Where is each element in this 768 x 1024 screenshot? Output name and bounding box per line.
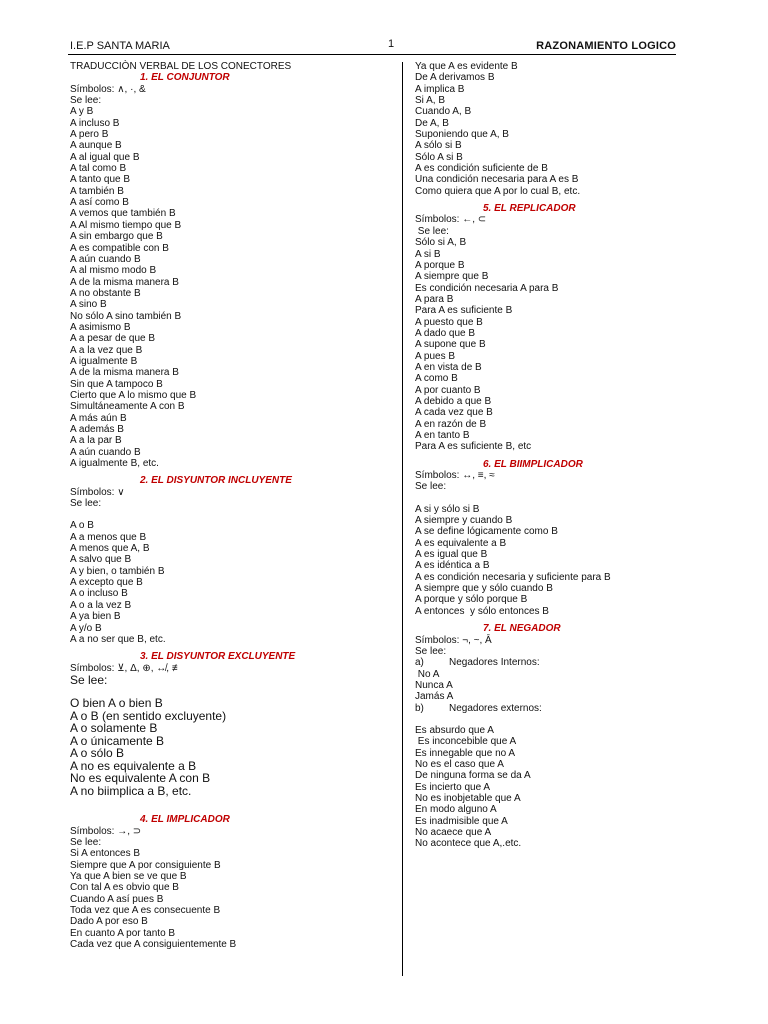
list-item: No acaece que A [415, 827, 492, 838]
list-item: A es condición suficiente de B [415, 163, 548, 175]
list-item: A como B [415, 373, 458, 385]
list-item: Para A es suficiente B [415, 305, 513, 317]
list-item: A siempre que y sólo cuando B [415, 583, 553, 595]
list-item: A porque y sólo porque B [415, 594, 528, 606]
list-item: A sólo si B [415, 140, 462, 152]
list-item: A supone que B [415, 339, 486, 351]
list-item: Siempre que A por consiguiente B [70, 859, 221, 871]
list-item: A de la misma manera B [70, 367, 179, 379]
list-item: A es condición necesaria y suficiente para B [415, 571, 611, 583]
list-item: A y bien, o también B [70, 565, 165, 577]
list-item: A o incluso B [70, 588, 128, 600]
list-item: A porque B [415, 259, 465, 271]
list-item: A cada vez que B [415, 407, 493, 419]
list-item: A o solamente B [70, 721, 158, 736]
list-item: A a la par B [70, 435, 122, 447]
list-item: Es incierto que A [415, 781, 491, 793]
subsection-marker: a) [415, 657, 424, 669]
list-item: Jamás A [415, 691, 454, 703]
list-item: A pues B [415, 350, 456, 362]
connector-list [70, 848, 395, 950]
list-item: A debido a que B [415, 395, 492, 407]
list-item: Sin que A tampoco B [70, 378, 163, 390]
list-item: A aunque B [70, 140, 122, 152]
subsection-marker: b) [415, 702, 424, 714]
list-item: No es inobjetable que A [415, 792, 521, 804]
right-column [415, 61, 715, 850]
list-item: A siempre y cuando B [415, 515, 513, 527]
list-item: A sino B [70, 299, 107, 311]
symbols-line: Símbolos: ¬, ~, Ā [415, 634, 492, 646]
list-item: A por cuanto B [415, 384, 481, 396]
list-item: A también B [70, 185, 124, 197]
list-item: Si A entonces B [70, 848, 141, 860]
section-heading: 3. EL DISYUNTOR EXCLUYENTE [140, 651, 296, 663]
list-item: Cada vez que A consiguientemente B [70, 939, 237, 951]
list-item: A en tanto B [415, 430, 470, 441]
list-item: A o a la vez B [70, 599, 132, 611]
list-item: A es compatible con B [70, 242, 169, 254]
list-item: A además B [70, 424, 124, 435]
subsection-label: Negadores externos: [449, 702, 542, 714]
section-heading: 6. EL BIIMPLICADOR [483, 458, 583, 470]
reads-label: Se lee: [70, 672, 108, 687]
list-item: Como quiera que A por lo cual B, etc. [415, 185, 581, 197]
list-item: A asimismo B [70, 321, 131, 333]
list-item: A de la misma manera B [70, 276, 179, 288]
list-item: A menos que A, B [70, 543, 150, 555]
page-number: 1 [388, 38, 395, 50]
connector-list [415, 61, 715, 197]
list-item: A igualmente B [70, 355, 138, 367]
list-item: Si A, B [415, 95, 446, 107]
list-item: De ninguna forma se da A [415, 770, 531, 782]
column-divider [402, 62, 403, 976]
list-item: De A, B [415, 117, 449, 129]
list-item: A igualmente B, etc. [70, 458, 159, 470]
reads-label: Se lee: [70, 498, 102, 510]
list-item: A puesto que B [415, 316, 483, 328]
symbols-line: Símbolos: ↔, ≡, ≈ [415, 470, 495, 482]
list-item: Una condición necesaria para A es B [415, 174, 579, 186]
list-item: Con tal A es obvio que B [70, 882, 179, 894]
list-item: A en vista de B [415, 361, 482, 373]
section-heading: 5. EL REPLICADOR [483, 203, 576, 215]
list-item: No es el caso que A [415, 758, 504, 770]
list-item: Ya que A es evidente B [415, 61, 518, 72]
reads-label: Se lee: [415, 481, 447, 493]
list-item: No sólo A sino también B [70, 310, 182, 322]
list-item: Simultáneamente A con B [70, 401, 185, 413]
symbols-line: Símbolos: ⊻, Δ, ⊕, ↮, ≢ [70, 662, 182, 674]
connector-list [70, 106, 395, 469]
list-item: A a no ser que B, etc. [70, 633, 166, 645]
list-item: Es absurdo que A [415, 724, 494, 736]
subsection-external [415, 703, 715, 714]
symbols-line: Símbolos: ∨ [70, 486, 125, 498]
school-name: I.E.P SANTA MARIA [70, 40, 170, 52]
list-item: A al mismo modo B [70, 265, 157, 277]
list-item: A o B (en sentido excluyente) [70, 708, 227, 723]
list-item: A es idéntica a B [415, 560, 490, 572]
list-item: A Al mismo tiempo que B [70, 219, 182, 231]
list-item: A o únicamente B [70, 733, 165, 748]
list-item: A a menos que B [70, 531, 147, 543]
list-item: Suponiendo que A, B [415, 129, 509, 141]
list-item: A entonces y sólo entonces B [415, 605, 549, 617]
connector-list [415, 669, 715, 703]
list-item: A se define lógicamente como B [415, 526, 558, 538]
list-item: A vemos que también B [70, 208, 176, 220]
list-item: A no biimplica a B, etc. [70, 783, 192, 798]
list-item: A ya bien B [70, 611, 121, 623]
list-item: A pero B [70, 129, 109, 141]
connector-list [415, 725, 715, 850]
list-item: A aún cuando B [70, 253, 141, 265]
reads-label: Se lee: [415, 225, 449, 237]
list-item: En modo alguno A [415, 804, 497, 816]
list-item: A tal como B [70, 163, 127, 175]
list-item: Cierto que A lo mismo que B [70, 389, 197, 401]
section-heading: 2. EL DISYUNTOR INCLUYENTE [140, 475, 292, 487]
symbols-line: Símbolos: ←, ⊂ [415, 214, 487, 226]
section-heading: 1. EL CONJUNTOR [140, 72, 230, 84]
list-item: A aún cuando B [70, 446, 141, 458]
list-item: Cuando A así pues B [70, 893, 164, 905]
list-item: A no obstante B [70, 287, 141, 299]
subject-title: RAZONAMIENTO LOGICO [536, 40, 676, 52]
page-header [68, 36, 676, 55]
symbols-line: Símbolos: →, ⊃ [70, 825, 142, 837]
list-item: A incluso B [70, 117, 120, 129]
list-item: A o B [70, 520, 94, 532]
connector-list [415, 504, 715, 617]
list-item: A salvo que B [70, 554, 132, 566]
list-item: A implica B [415, 83, 465, 95]
list-item: A tanto que B [70, 174, 131, 186]
symbols-line: Símbolos: ∧, ·, & [70, 83, 146, 95]
connector-list [70, 697, 395, 797]
list-item: A y B [70, 106, 94, 118]
list-item: Para A es suficiente B, etc [415, 441, 532, 453]
list-item: Toda vez que A es consecuente B [70, 905, 221, 917]
list-item: A o sólo B [70, 746, 125, 761]
list-item: O bien A o bien B [70, 696, 163, 711]
list-item: De A derivamos B [415, 72, 495, 84]
reads-label: Se lee: [415, 645, 447, 657]
list-item: A a pesar de que B [70, 333, 156, 345]
list-item: Dado A por eso B [70, 916, 148, 928]
list-item: A en razón de B [415, 418, 487, 430]
list-item: No A [415, 668, 440, 680]
list-item: A a la vez que B [70, 344, 143, 356]
list-item: A así como B [70, 197, 129, 209]
list-item: En cuanto A por tanto B [70, 927, 176, 939]
list-item: Nunca A [415, 679, 453, 691]
reads-label: Se lee: [70, 837, 102, 849]
section-heading: 7. EL NEGADOR [483, 623, 561, 635]
section-heading: 4. EL IMPLICADOR [140, 814, 230, 826]
list-item: A y/o B [70, 622, 102, 634]
list-item: Cuando A, B [415, 106, 472, 118]
list-item: A si y sólo si B [415, 503, 480, 515]
list-item: Es condición necesaria A para B [415, 282, 559, 294]
list-item: A al igual que B [70, 151, 140, 163]
list-item: Es innegable que no A [415, 747, 516, 759]
list-item: A más aún B [70, 412, 127, 424]
subsection-internal [415, 657, 715, 668]
list-item: A es igual que B [415, 549, 488, 561]
list-item: A dado que B [415, 327, 476, 339]
list-item: Sólo A si B [415, 151, 463, 163]
left-column [70, 61, 395, 951]
list-item: No es equivalente A con B [70, 771, 211, 786]
list-item: No acontece que A,.etc. [415, 838, 522, 850]
list-item: A excepto que B [70, 577, 143, 589]
list-item: A para B [415, 293, 454, 305]
document-title: TRADUCCIÒN VERBAL DE LOS CONECTORES [70, 61, 292, 72]
list-item: Ya que A bien se ve que B [70, 871, 187, 883]
list-item: A siempre que B [415, 271, 489, 283]
reads-label: Se lee: [70, 95, 102, 107]
list-item: Sólo si A, B [415, 237, 467, 249]
list-item: A no es equivalente a B [70, 758, 197, 773]
connector-list [70, 520, 395, 645]
list-item: A si B [415, 248, 441, 260]
list-item: A es equivalente a B [415, 537, 507, 549]
connector-list [415, 237, 715, 453]
list-item: Es inadmisible que A [415, 815, 508, 827]
list-item: A sin embargo que B [70, 231, 163, 243]
list-item: Es inconcebible que A [415, 736, 517, 748]
subsection-label: Negadores Internos: [449, 657, 540, 669]
